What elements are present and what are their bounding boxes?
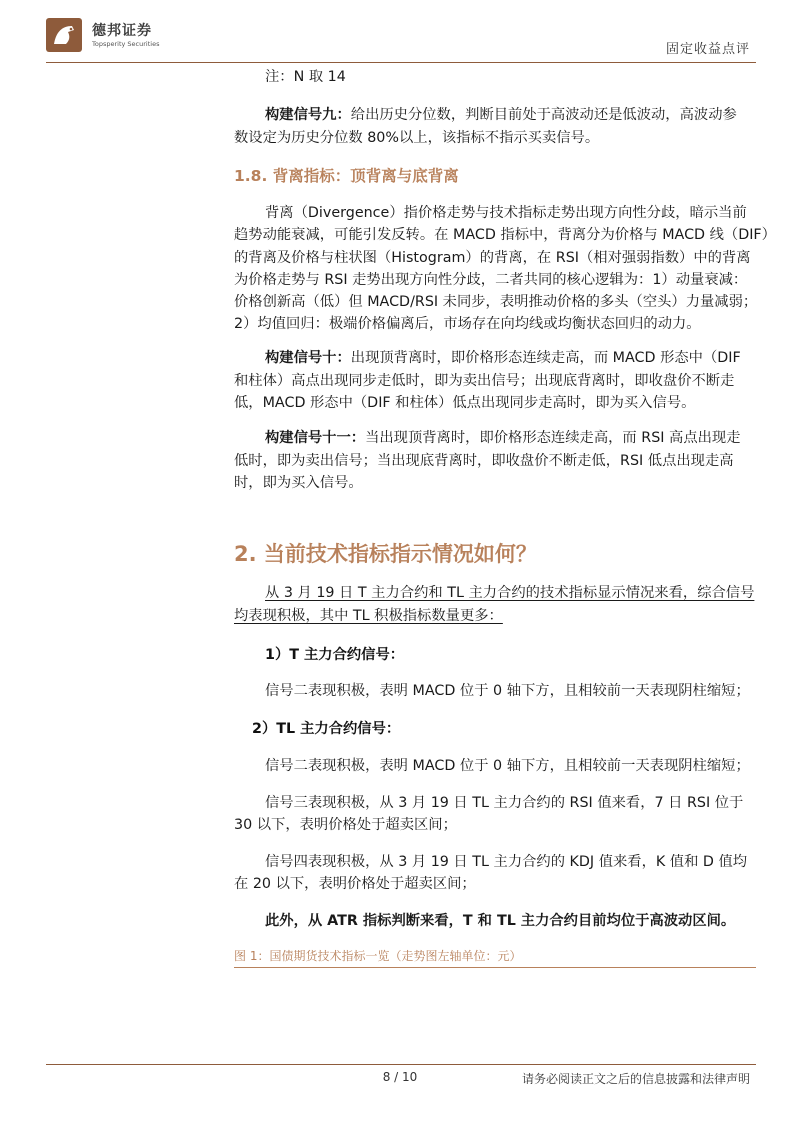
tl-contract-item-2-line-1: 信号三表现积极，从 3 月 19 日 TL 主力合约的 RSI 值来看，7 日 RSI 位于	[265, 795, 744, 811]
signal10-line-3: 低，MACD 形态中（DIF 和柱体）低点出现同步走高时，即为买入信号。	[234, 395, 696, 411]
conclusion-text: 此外，从 ATR 指标判断来看，T 和 TL 主力合约目前均位于高波动区间。	[265, 913, 736, 929]
summary-line-1: 从 3 月 19 日 T 主力合约和 TL 主力合约的技术指标显示情况来看，综合信号	[265, 585, 755, 601]
signal11-line-1: 构建信号十一：当出现顶背离时，即价格形态连续走高，而 RSI 高点出现走	[265, 430, 741, 446]
tl-contract-item-1: 信号二表现积极，表明 MACD 位于 0 轴下方，且相较前一天表现阴柱缩短；	[265, 758, 750, 774]
signal11-label: 构建信号十一：	[265, 430, 366, 446]
divergence-line-3: 的背离及价格与柱状图（Histogram）的背离，在 RSI（相对强弱指数）中的背离	[234, 250, 751, 266]
t-contract-item-1: 信号二表现积极，表明 MACD 位于 0 轴下方，且相较前一天表现阴柱缩短；	[265, 683, 750, 699]
signal10-line-2: 和柱体）高点出现同步走低时，即为卖出信号；出现底背离时，即收盘价不断走	[234, 373, 735, 389]
signal9-label: 构建信号九：	[265, 107, 351, 123]
summary-line-2: 均表现积极，其中 TL 积极指标数量更多：	[234, 608, 503, 624]
divergence-line-6: 2）均值回归：极端价格偏离后，市场存在向均线或均衡状态回归的动力。	[234, 316, 701, 332]
footer-divider	[46, 1064, 756, 1065]
tl-contract-item-3-line-2: 在 20 以下，表明价格处于超卖区间；	[234, 876, 476, 892]
report-type: 固定收益点评	[665, 42, 750, 57]
page-number: 8 / 10	[382, 1070, 418, 1084]
divergence-line-5: 价格创新高（低）但 MACD/RSI 未同步，表明推动价格的多头（空头）力量减弱；	[234, 294, 758, 310]
tl-contract-item-2-line-2: 30 以下，表明价格处于超卖区间；	[234, 817, 457, 833]
divergence-line-2: 趋势动能衰减，可能引发反转。在 MACD 指标中，背离分为价格与 MACD 线（DIF）	[234, 227, 776, 243]
tl-contract-item-3-line-1: 信号四表现积极，从 3 月 19 日 TL 主力合约的 KDJ 值来看，K 值和 D 值均	[265, 854, 748, 870]
divergence-line-4: 为价格走势与 RSI 走势出现方向性分歧，二者共同的核心逻辑为：1）动量衰减：	[234, 272, 748, 288]
header-divider	[46, 62, 756, 63]
signal11-line-2: 低时，即为卖出信号；当出现底背离时，即收盘价不断走低，RSI 低点出现走高	[234, 453, 734, 469]
signal10-line-1: 构建信号十：出现顶背离时，即价格形态连续走高，而 MACD 形态中（DIF	[265, 350, 741, 366]
signal9-line-1: 构建信号九：给出历史分位数，判断目前处于高波动还是低波动，高波动参	[265, 107, 737, 123]
brand-name-en: Topsperity Securities	[92, 40, 160, 48]
signal9-line-2: 数设定为历史分位数 80%以上，该指标不指示买卖信号。	[234, 130, 600, 146]
footer-disclaimer: 请务必阅读正文之后的信息披露和法律声明	[521, 1072, 750, 1086]
divergence-line-1: 背离（Divergence）指价格走势与技术指标走势出现方向性分歧，暗示当前	[265, 205, 747, 221]
note-text: 注：N 取 14	[265, 69, 346, 85]
section-heading-2: 2. 当前技术指标指示情况如何？	[234, 542, 537, 566]
signal10-label: 构建信号十：	[265, 350, 351, 366]
t-contract-heading: 1）T 主力合约信号：	[265, 647, 405, 663]
tl-contract-heading: 2）TL 主力合约信号：	[252, 721, 401, 737]
brand-name-cn: 德邦证券	[92, 23, 152, 39]
company-logo	[46, 18, 82, 52]
signal11-line-3: 时，即为买入信号。	[234, 475, 363, 491]
section-heading-1-8: 1.8. 背离指标：顶背离与底背离	[234, 167, 459, 185]
figure-caption: 图 1：国债期货技术指标一览（走势图左轴单位：元）	[234, 949, 522, 963]
figure-caption-divider	[234, 967, 756, 968]
